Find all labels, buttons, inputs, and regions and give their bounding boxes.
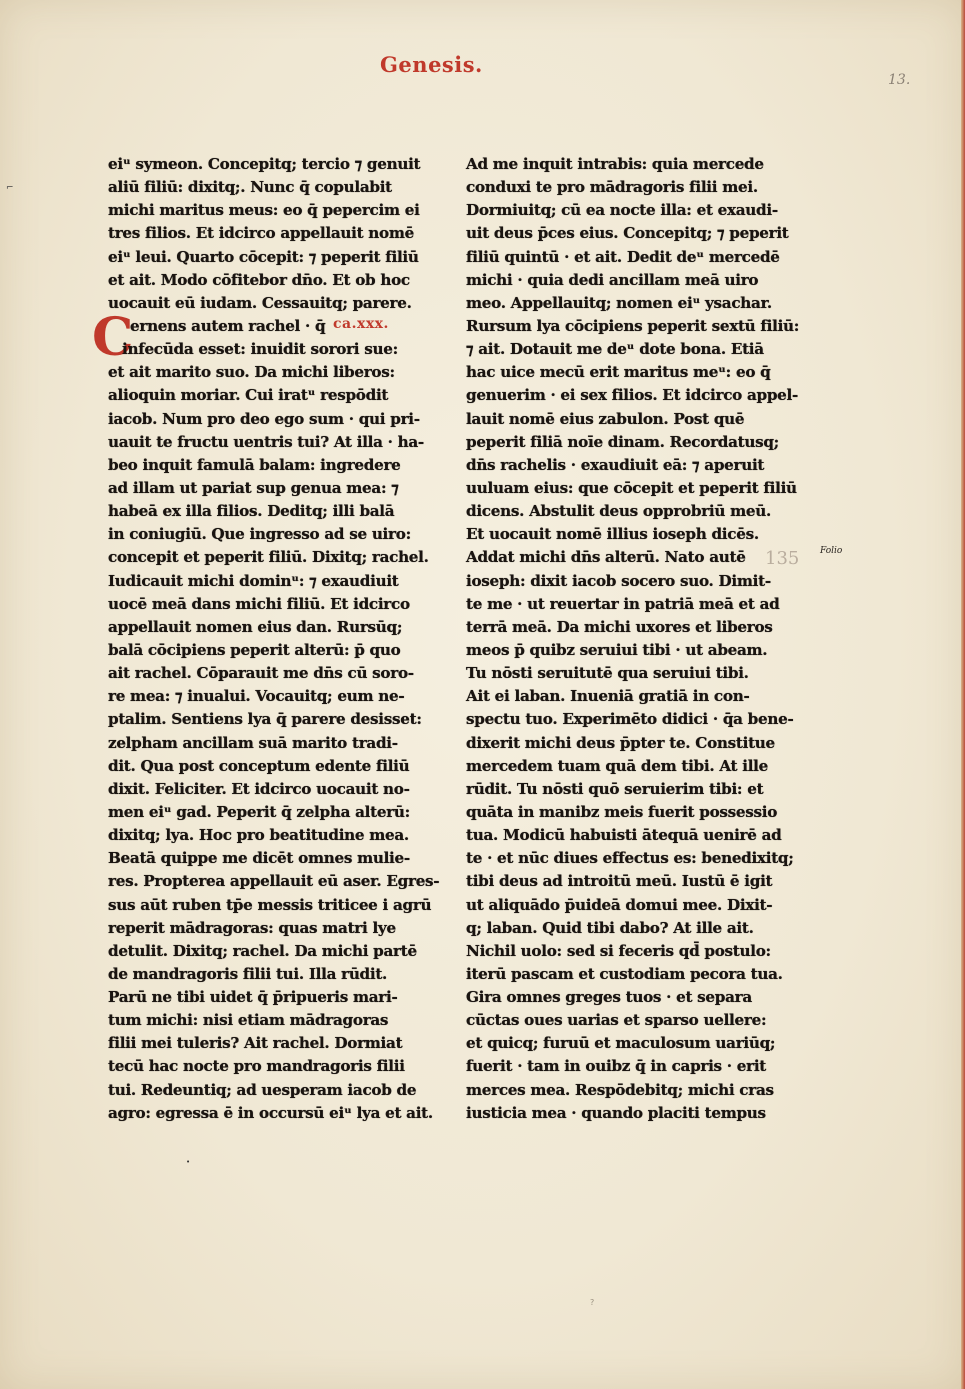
text-line: agro: egressa ē in occursū eiᵘ lya et ait. xyxy=(108,1103,433,1122)
text-line: Gira omnes greges tuos · et separa xyxy=(466,988,752,1007)
text-line: et ait. Modo cōfitebor dn̄o. Et ob hoc xyxy=(108,270,410,289)
text-line: ernens autem rachel · q̄ xyxy=(130,316,326,335)
text-line: zelpham ancillam suā marito tradi- xyxy=(108,733,398,752)
text-line: detulit. Dixitq; rachel. Da michi partē xyxy=(108,941,417,960)
text-line: Parū ne tibi uidet q̄ p̄ripueris mari- xyxy=(108,988,398,1007)
text-line: reperit mādragoras: quas matri lye xyxy=(108,918,396,937)
text-line: et quicq; furuū et maculosum uariūq; xyxy=(466,1034,776,1053)
text-line: tibi deus ad introitū meū. Iustū ē igit xyxy=(466,872,773,891)
text-line: eiᵘ symeon. Concepitq; tercio ⁊ genuit xyxy=(108,155,421,173)
text-line: Et uocauit nomē illius ioseph dicēs. xyxy=(466,525,759,544)
text-line: Beatā quippe me dicēt omnes mulie- xyxy=(108,849,410,868)
text-line: ⁊ ait. Dotauit me deᵘ dote bona. Etiā xyxy=(466,340,764,359)
text-line: cūctas oues uarias et sparso uellere: xyxy=(466,1011,767,1030)
text-line: beo inquit famulā balam: ingredere xyxy=(108,455,401,474)
text-line: iacob. Num pro deo ego sum · qui pri- xyxy=(108,409,420,428)
margin-tick-mark: ⌐ xyxy=(6,183,14,193)
text-line: iterū pascam et custodiam pecora tua. xyxy=(466,964,783,983)
text-line: ptalim. Sentiens lya q̄ parere desisset: xyxy=(108,710,422,729)
text-line: dixit. Feliciter. Et idcirco uocauit no- xyxy=(108,779,410,798)
text-line: Tu nōsti seruitutē qua seruiui tibi. xyxy=(466,664,749,683)
text-line: re mea: ⁊ inualui. Vocauitq; eum ne- xyxy=(108,687,405,706)
text-line: meos p̄ quibz seruiui tibi · ut abeam. xyxy=(466,640,768,659)
text-line: ut aliquādo p̄uideā domui mee. Dixit- xyxy=(466,895,773,914)
text-line: lauit nomē eius zabulon. Post quē xyxy=(466,409,745,428)
text-line: dn̄s rachelis · exaudiuit eā: ⁊ aperuit xyxy=(466,455,765,474)
text-line: concepit et peperit filiū. Dixitq; rachel. xyxy=(108,548,429,567)
text-line: te me · ut reuertar in patriā meā et ad xyxy=(466,594,780,613)
margin-dot-mark: • xyxy=(186,1158,191,1166)
margin-pencil-mark: ? xyxy=(590,1298,595,1307)
text-line: dixerit michi deus p̄pter te. Constitue xyxy=(466,733,775,752)
text-line: merces mea. Respōdebitq; michi cras xyxy=(466,1080,774,1099)
text-line: tui. Redeuntiq; ad uesperam iacob de xyxy=(108,1080,417,1099)
running-head: Genesis. xyxy=(380,52,483,77)
margin-note: Folio xyxy=(820,546,843,556)
folio-number: 13. xyxy=(888,72,911,88)
text-line: ait rachel. Cōparauit me dn̄s cū soro- xyxy=(108,664,414,683)
text-line: balā cōcipiens peperit alterū: p̄ quo xyxy=(108,640,401,659)
text-line: spectu tuo. Experimēto didici · q̄a bene- xyxy=(466,710,794,729)
text-line: rūdit. Tu nōsti quō seruierim tibi: et xyxy=(466,779,764,798)
text-line: dit. Qua post conceptum edente filiū xyxy=(108,756,410,775)
margin-number: 135 xyxy=(765,548,800,569)
text-line: Addat michi dn̄s alterū. Nato autē xyxy=(466,548,746,567)
text-line: dixitq; lya. Hoc pro beatitudine mea. xyxy=(108,826,409,845)
text-line: mercedem tuam quā dem tibi. At ille xyxy=(466,756,769,775)
chapter-mark: ca.xxx. xyxy=(333,316,389,332)
text-line: uauit te fructu uentris tui? At illa · ha- xyxy=(108,432,424,451)
text-line: men eiᵘ gad. Peperit q̄ zelpha alterū: xyxy=(108,802,410,821)
text-line: hac uice mecū erit maritus meᵘ: eo q̄ xyxy=(466,363,771,382)
text-line: uocauit eū iudam. Cessauitq; parere. xyxy=(108,293,412,312)
text-line: fuerit · tam in ouibz q̄ in capris · erit xyxy=(466,1057,767,1076)
text-line: tecū hac nocte pro mandragoris filii xyxy=(108,1057,405,1076)
text-line: ad illam ut pariat sup genua mea: ⁊ xyxy=(108,478,399,497)
text-line: tum michi: nisi etiam mādragoras xyxy=(108,1011,389,1030)
text-line: filiū quintū · et ait. Dedit deᵘ mercedē xyxy=(466,247,780,266)
text-line: Nichil uolo: sed si feceris qd̄ postulo: xyxy=(466,941,771,960)
text-column-left xyxy=(108,153,440,1125)
text-line: tres filios. Et idcirco appellauit nomē xyxy=(108,224,415,243)
rubricated-initial: C xyxy=(92,307,134,368)
text-line: de mandragoris filii tui. Illa rūdit. xyxy=(108,964,388,983)
text-line: quāta in manibz meis fuerit possessio xyxy=(466,802,778,821)
page-edge xyxy=(961,0,965,1389)
text-line: michi maritus meus: eo q̄ pepercim ei xyxy=(108,201,420,220)
text-line: eiᵘ leui. Quarto cōcepit: ⁊ peperit filiū xyxy=(108,247,419,266)
text-line: Ad me inquit intrabis: quia mercede xyxy=(466,155,764,173)
text-line: filii mei tuleris? Ait rachel. Dormiat xyxy=(108,1034,403,1053)
text-line: te · et nūc diues effectus es: benedixitq; xyxy=(466,849,794,868)
text-line: Iudicauit michi dominᵘ: ⁊ exaudiuit xyxy=(108,571,399,590)
text-line: alioquin moriar. Cui iratᵘ respōdit xyxy=(108,386,389,405)
text-line: res. Propterea appellauit eū aser. Egres- xyxy=(108,872,440,891)
text-line: terrā meā. Da michi uxores et liberos xyxy=(466,617,773,636)
text-line: Ait ei laban. Inueniā gratiā in con- xyxy=(466,687,750,706)
text-line: sus aūt ruben tp̄e messis triticee i agrū xyxy=(108,895,432,914)
text-line: meo. Appellauitq; nomen eiᵘ ysachar. xyxy=(466,293,772,312)
text-line: uocē meā dans michi filiū. Et idcirco xyxy=(108,594,410,613)
text-line: conduxi te pro mādragoris filii mei. xyxy=(466,178,758,197)
text-line: iusticia mea · quando placiti tempus xyxy=(466,1103,766,1122)
text-line: Rursum lya cōcipiens peperit sextū filiū: xyxy=(466,316,800,335)
text-line: Dormiuitq; cū ea nocte illa: et exaudi- xyxy=(466,201,778,220)
text-line: uuluam eius: que cōcepit et peperit filiū xyxy=(466,478,797,497)
text-line: et ait marito suo. Da michi liberos: xyxy=(108,363,395,382)
text-line: michi · quia dedi ancillam meā uiro xyxy=(466,270,759,289)
text-line: in coniugiū. Que ingresso ad se uiro: xyxy=(108,525,411,544)
text-line: appellauit nomen eius dan. Rursūq; xyxy=(108,617,403,636)
text-line: uit deus p̄ces eius. Concepitq; ⁊ peperit xyxy=(466,224,789,243)
text-line: dicens. Abstulit deus opprobriū meū. xyxy=(466,502,771,521)
text-line: peperit filiā noīe dinam. Recordatusq; xyxy=(466,432,779,451)
text-line: ioseph: dixit iacob socero suo. Dimit- xyxy=(466,571,771,590)
text-line: habeā ex illa filios. Deditq; illi balā xyxy=(108,502,395,521)
text-line: infecūda esset: inuidit sorori sue: xyxy=(122,340,398,359)
text-line: genuerim · ei sex filios. Et idcirco appel- xyxy=(466,386,798,405)
text-line: aliū filiū: dixitq;. Nunc q̄ copulabit xyxy=(108,178,392,197)
text-line: tua. Modicū habuisti ātequā uenirē ad xyxy=(466,826,782,845)
text-line: q; laban. Quid tibi dabo? At ille ait. xyxy=(466,918,754,937)
